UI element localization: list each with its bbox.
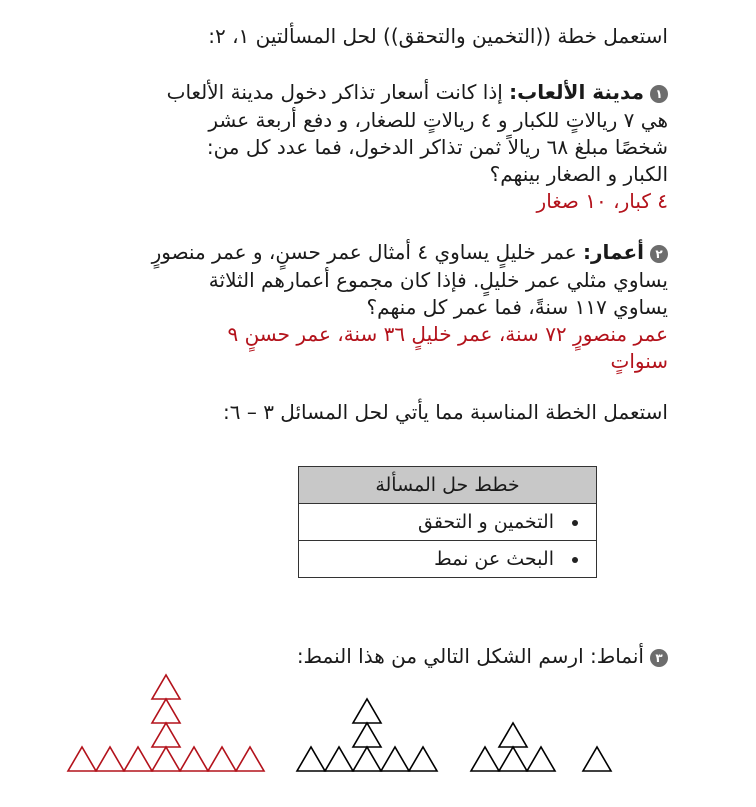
problem-2-answer-line-1: عمر منصورٍ ٧٢ سنة، عمر خليلٍ ٣٦ سنة، عمر حسنٍ ٩ (227, 322, 668, 346)
pattern-step-2-triangle (527, 747, 555, 771)
problem-1-line-2: هي ٧ ريالاتٍ للكبار و ٤ ريالاتٍ للصغار، و دفع أربعة عشر (208, 108, 668, 132)
pattern-step-3-triangle (297, 747, 325, 771)
pattern-step-3-triangle (353, 723, 381, 747)
plan-label: البحث عن نمط (434, 548, 554, 570)
pattern-step-1-triangle (583, 747, 611, 771)
problem-1-line-4: الكبار و الصغار بينهم؟ (489, 162, 668, 186)
pattern-step-3-triangle (409, 747, 437, 771)
pattern-step-4-triangle (152, 723, 180, 747)
problem-1-line-3: شخصًا مبلغ ٦٨ ريالاً ثمن تذاكر الدخول، فما عدد كل من: (206, 135, 668, 159)
pattern-step-2-triangle (471, 747, 499, 771)
pattern-step-4-triangle (208, 747, 236, 771)
pattern-step-4-triangle (68, 747, 96, 771)
pattern-step-4-triangle (124, 747, 152, 771)
pattern-step-3-triangle (353, 747, 381, 771)
intro-instruction-1: استعمل خطة ((التخمين والتحقق)) لحل المسألتين ١، ٢: (208, 24, 668, 48)
pattern-step-4-triangle (180, 747, 208, 771)
pattern-step-4-triangle (152, 699, 180, 723)
problem-2-line-2: يساوي مثلي عمر خليلٍ. فإذا كان مجموع أعمارهم الثلاثة (208, 268, 668, 292)
problem-2-line-3: يساوي ١١٧ سنةً، فما عمر كل منهم؟ (366, 295, 668, 319)
pattern-step-4-triangle (96, 747, 124, 771)
pattern-step-3-triangle (325, 747, 353, 771)
pattern-step-4-triangle (152, 675, 180, 699)
pattern-step-4-triangle (152, 747, 180, 771)
pattern-step-2-triangle (499, 723, 527, 747)
pattern-step-4-triangle (236, 747, 264, 771)
problem-3-number-badge: ٣ (650, 649, 668, 667)
problem-1-title: مدينة الألعاب: (509, 80, 644, 104)
pattern-step-3-triangle (353, 699, 381, 723)
problem-1-answer: ٤ كبار، ١٠ صغار (536, 189, 668, 213)
problem-3-text: أنماط: ارسم الشكل التالي من هذا النمط: (296, 644, 644, 668)
pattern-step-3-triangle (381, 747, 409, 771)
problem-1-number-badge: ١ (650, 85, 668, 103)
plan-label: التخمين و التحقق (417, 511, 554, 533)
problem-1-text: إذا كانت أسعار تذاكر دخول مدينة الألعاب (166, 80, 503, 104)
pattern-step-2-triangle (499, 747, 527, 771)
problem-2-text: عمر خليلٍ يساوي ٤ أمثال عمر حسنٍ، و عمر منصورٍ (151, 240, 577, 264)
problem-2-answer-line-2: سنواتٍ (610, 349, 668, 373)
intro-instruction-2: استعمل الخطة المناسبة مما يأتي لحل المسائل ٣ – ٦: (222, 400, 668, 424)
problem-2-number-badge: ٢ (650, 245, 668, 263)
problem-2-title: أعمار: (583, 240, 644, 264)
plans-table-header: خطط حل المسألة (299, 467, 597, 504)
